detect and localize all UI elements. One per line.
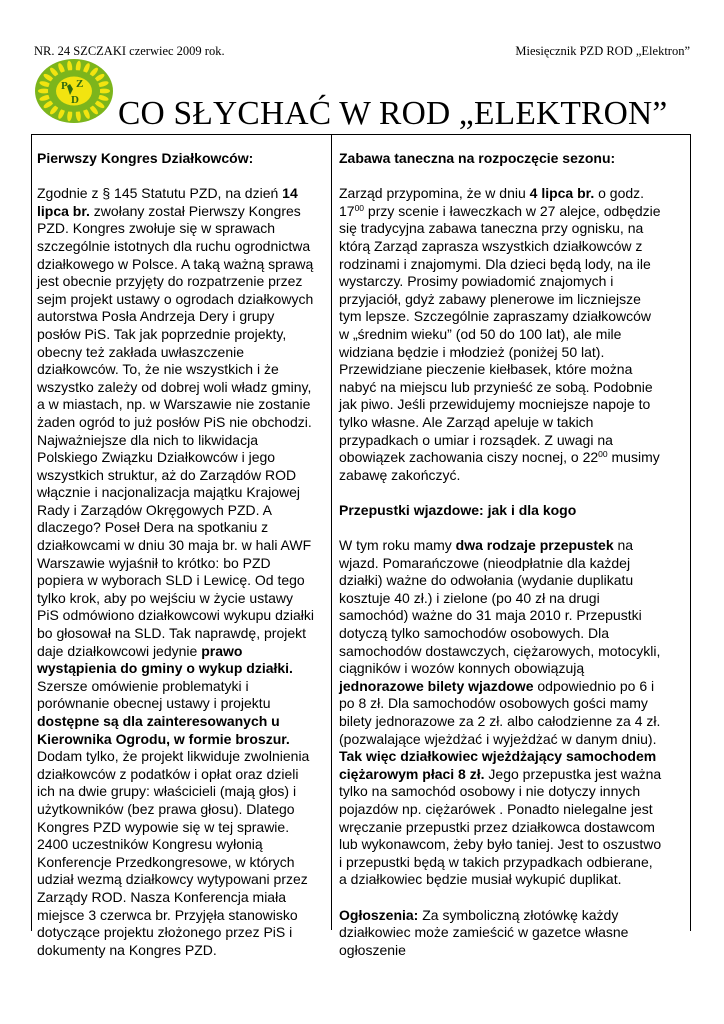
text-segment: obecny też zakłada uwłaszczenie: [37, 343, 245, 360]
text-line: [339, 361, 685, 379]
text-segment: 00: [354, 202, 365, 213]
text-segment: Przewidziane pieczenie kiełbasek, które można: [339, 361, 633, 378]
text-line: [339, 555, 685, 573]
text-line: [37, 308, 325, 326]
article-heading-kongres: Pierwszy Kongres Działkowców:: [37, 150, 254, 166]
text-line: [37, 396, 325, 414]
text-segment: działkowców. To, że nie wszystkich i że: [37, 361, 279, 378]
text-line: [339, 256, 685, 274]
text-segment: dostępne są dla zainteresowanych u: [37, 713, 280, 729]
article-heading-przepustki: Przepustki wjazdowe: jak i dla kogo: [339, 501, 577, 518]
text-segment: Zarządy ROD. Nasza Konferencja miała: [37, 888, 286, 905]
text-segment: ogłoszenie: [339, 941, 406, 958]
text-segment: tylko własne. Ale Zarząd apeluje w takich: [339, 413, 594, 430]
text-segment: o godz.: [594, 185, 645, 202]
text-line: [339, 590, 685, 608]
text-segment: którą Zarząd zaprasza wszystkich działkowców z: [339, 237, 643, 254]
text-segment: Jego przepustka jest ważna: [484, 765, 662, 782]
text-line: [339, 414, 685, 432]
text-segment: Zarząd przypomina, że w dniu: [339, 185, 530, 202]
article-body-kongres: [37, 185, 325, 959]
text-line: [339, 432, 685, 450]
text-line: [339, 203, 685, 221]
text-line: [37, 273, 325, 291]
text-line: [37, 185, 325, 203]
text-line: [339, 836, 685, 854]
text-line: [339, 942, 685, 960]
text-segment: lipca br.: [37, 202, 90, 219]
text-line: [37, 889, 325, 907]
text-segment: działkowiec może zamieścić w gazetce własne: [339, 924, 629, 941]
svg-text:Z: Z: [76, 78, 84, 90]
text-line: [339, 238, 685, 256]
text-segment: się tradycyjna zabawa taneczna przy ognisku, na: [339, 220, 644, 237]
text-segment: przypadkach o umiar i rozsądek. Z uwagi na: [339, 431, 613, 448]
text-segment: działki) ważne do odwołania (wydanie duplikatu: [339, 572, 634, 589]
text-segment: w „średnim wieku” (od 50 do 100 lat), ale mile: [339, 325, 622, 342]
text-line: [339, 449, 685, 467]
text-segment: działkowcami w dniu 30 maja br. w hali AWF: [37, 537, 312, 554]
text-line: [37, 836, 325, 854]
text-segment: 4 lipca br.: [529, 185, 595, 202]
text-line: [339, 871, 685, 889]
text-segment: jednorazowe bilety wjazdowe: [339, 677, 534, 694]
text-line: [37, 537, 325, 555]
text-line: [37, 801, 325, 819]
text-segment: dotyczące projektu złożonego przez PiS i: [37, 924, 293, 941]
text-segment: musimy: [607, 449, 660, 466]
text-line: [339, 185, 685, 203]
text-line: [339, 783, 685, 801]
text-line: [339, 660, 685, 678]
text-line: [339, 766, 685, 784]
text-segment: dlaczego? Poseł Dera na spotkaniu z: [37, 519, 269, 536]
text-segment: (pozwalające wjeżdżać i wyjeżdżać w danym dniu).: [339, 730, 657, 747]
text-segment: wszystkich struktur, aż do Zarządów ROD: [37, 466, 297, 483]
text-line: [37, 942, 325, 960]
text-line: [339, 607, 685, 625]
text-line: [37, 379, 325, 397]
text-segment: ich na dwie grupy: właścicieli (mają głos) i: [37, 783, 297, 800]
text-line: [37, 731, 325, 749]
svg-text:P: P: [61, 80, 68, 92]
text-segment: Tak więc działkowiec wjeżdżający samochodem: [339, 748, 657, 765]
right-column: [339, 150, 685, 959]
text-segment: Polskiego Związku Działkowców i jego: [37, 449, 276, 466]
text-line: [37, 871, 325, 889]
text-line: [339, 396, 685, 414]
text-segment: samochodów dostawczych, ciężarowych, motocykli,: [339, 642, 661, 659]
text-line: [339, 801, 685, 819]
text-line: [37, 924, 325, 942]
text-segment: Kongres PZD wypowie się w tej sprawie.: [37, 818, 290, 835]
text-segment: wjazd. Pomarańczowe (nieodpłatnie dla każdej: [339, 554, 631, 571]
text-segment: Warszawie wyjaśnił to krótko: bo PZD: [37, 554, 271, 571]
text-line: [37, 361, 325, 379]
text-segment: wręczanie przepustki przez działkowca dostawcom: [339, 818, 655, 835]
text-line: [339, 379, 685, 397]
text-segment: 17: [339, 202, 355, 219]
text-segment: Konferencje Przedkongresowe, w których: [37, 853, 295, 870]
text-segment: pojazdów np. ciężarówek . Ponadto nielegalne jest: [339, 800, 653, 817]
text-segment: bo głosował na SLD. Tak naprawdę, projekt: [37, 625, 307, 642]
text-line: [37, 572, 325, 590]
text-line: [37, 256, 325, 274]
text-segment: zwołany został Pierwszy Kongres: [89, 202, 301, 219]
text-line: [339, 924, 685, 942]
text-segment: PZD. Kongres zwołuje się w sprawach: [37, 220, 276, 237]
text-segment: żaden ogród to już posłów PiS nie obchodzi.: [37, 413, 312, 430]
text-segment: Dodam tylko, że projekt likwiduje zwolnienia: [37, 748, 310, 765]
text-line: [339, 678, 685, 696]
text-segment: a w miastach, np. w Warszawie nie zostanie: [37, 396, 311, 413]
text-line: [339, 748, 685, 766]
text-line: [339, 731, 685, 749]
text-line: [37, 484, 325, 502]
text-line: [37, 713, 325, 731]
text-segment: jest obecnie przyjęty do rozpatrzenie przez: [37, 273, 303, 290]
text-segment: obowiązek zachowania ciszy nocnej, o 22: [339, 449, 599, 466]
text-segment: działkowców z podatków i opłat oraz dzieli: [37, 765, 299, 782]
text-line: [339, 273, 685, 291]
text-line: [339, 643, 685, 661]
text-line: [37, 414, 325, 432]
text-segment: na: [613, 537, 634, 554]
text-segment: wszystko zależy od dobrej woli władz gminy,: [37, 378, 312, 395]
text-line: [37, 907, 325, 925]
text-segment: samochód) ważne do 31 maja 2010 r. Przepustki: [339, 607, 642, 624]
text-line: [37, 783, 325, 801]
text-segment: 2400 uczestników Kongresu wyłonią: [37, 836, 263, 853]
text-segment: i przepustki będą w takich przypadkach odbierane,: [339, 853, 653, 870]
text-line: [37, 625, 325, 643]
text-segment: tylko na samochód osobowy i nie dotyczy innych: [339, 783, 641, 800]
text-line: [37, 748, 325, 766]
text-segment: popiera w wyborach SLD i Lewicę. Od tego: [37, 572, 305, 589]
text-segment: miejsce 3 czerwca br. Przyjęła stanowisko: [37, 906, 298, 923]
text-line: [37, 695, 325, 713]
text-line: [339, 537, 685, 555]
text-line: [37, 326, 325, 344]
text-segment: nabyć na miejscu lub przynieść ze sobą. Podobnie: [339, 378, 653, 395]
text-line: [37, 660, 325, 678]
text-line: [339, 291, 685, 309]
text-segment: PiS odmówiono działkowcowi wykupu działki: [37, 607, 315, 624]
text-line: [339, 467, 685, 485]
article-heading-zabawa: Zabawa taneczna na rozpoczęcie sezonu:: [339, 150, 616, 166]
text-line: [339, 220, 685, 238]
text-line: [339, 344, 685, 362]
text-line: [37, 291, 325, 309]
text-segment: 14: [282, 185, 298, 202]
text-segment: daje działkowcowi jedynie: [37, 642, 202, 659]
text-line: [37, 220, 325, 238]
text-segment: autorstwa Posła Andrzeja Dery i grupy: [37, 308, 275, 325]
text-segment: Rady i Zarządów Okręgowych PZD. A: [37, 501, 272, 518]
text-segment: widziana będzie i młodzież (poniżej 50 lat).: [339, 343, 605, 360]
text-line: [339, 819, 685, 837]
text-segment: wystąpienia do gminy o wykup działki.: [37, 660, 293, 677]
text-segment: Zgodnie z § 145 Statutu PZD, na dzień: [37, 185, 283, 202]
publication-name: Miesięcznik PZD ROD „Elektron”: [515, 44, 690, 58]
text-line: [339, 625, 685, 643]
page-title: CO SŁYCHAĆ W ROD „ELEKTRON”: [118, 95, 668, 132]
text-segment: włącznie i nacjonalizacja majątku Krajowej: [37, 484, 301, 501]
issue-info: NR. 24 SZCZAKI czerwiec 2009 rok.: [34, 44, 225, 58]
text-segment: zabawę zakończyć.: [339, 466, 461, 483]
text-segment: dotyczą tylko samochodów osobowych. Dla: [339, 625, 610, 642]
left-column: [37, 150, 325, 959]
text-segment: tym lepsze. Szczególnie zapraszamy działkowców: [339, 308, 652, 325]
text-line: [37, 819, 325, 837]
text-segment: przyjaciół, gdyż zabawy plenerowe im liczniejsze: [339, 290, 641, 307]
text-line: [37, 203, 325, 221]
text-line: [339, 326, 685, 344]
text-line: [339, 854, 685, 872]
text-segment: jak piwo. Jeśli przewidujemy mocniejsze napoje to: [339, 396, 651, 413]
text-segment: ciężarowym płaci 8 zł.: [339, 765, 485, 782]
text-line: [37, 502, 325, 520]
text-segment: po 8 zł. Dla samochodów osobowych gości mamy: [339, 695, 648, 712]
text-segment: bilety jednorazowe za 2 zł. albo całodzienne za 4 zł.: [339, 713, 661, 729]
text-line: [339, 713, 685, 731]
text-segment: lub wykonawcom, żeby było taniej. Jest to oszustwo: [339, 836, 662, 853]
text-line: [37, 519, 325, 537]
text-segment: Najważniejsze dla nich to likwidacja: [37, 431, 258, 448]
text-segment: 00: [598, 449, 608, 460]
text-segment: rodzinami i znajomymi. Dla dzieci będą lody, na ile: [339, 255, 651, 272]
text-segment: szczególnie istotnych dla ruchu ogrodnictwa: [37, 237, 311, 254]
text-line: [37, 854, 325, 872]
text-segment: kosztuje 40 zł.) i zielone (po 40 zł na drugi: [339, 589, 600, 606]
text-segment: odpowiednio po 6 i: [533, 677, 655, 694]
text-line: [37, 555, 325, 573]
svg-text:D: D: [71, 94, 79, 106]
text-segment: Szersze omówienie problematyki i: [37, 677, 249, 694]
text-line: [37, 449, 325, 467]
text-segment: Ogłoszenia:: [339, 906, 419, 923]
text-line: [339, 308, 685, 326]
column-divider: [331, 134, 332, 930]
text-line: [37, 344, 325, 362]
text-line: [37, 432, 325, 450]
text-segment: W tym roku mamy: [339, 537, 456, 554]
text-line: [37, 766, 325, 784]
text-segment: prawo: [201, 642, 243, 659]
text-segment: Za symboliczną złotówkę każdy: [418, 906, 619, 923]
text-segment: dwa rodzaje przepustek: [455, 537, 614, 554]
text-line: [37, 607, 325, 625]
text-segment: ciągników i wozów konnych obowiązują: [339, 660, 585, 677]
text-line: [37, 678, 325, 696]
text-line: [37, 590, 325, 608]
text-segment: dokumenty na Kongres PZD.: [37, 941, 217, 958]
text-segment: udział wezmą działkowcy wytypowani przez: [37, 871, 308, 888]
text-segment: a działkowiec będzie musiał wykupić duplikat.: [339, 871, 622, 888]
text-line: [37, 643, 325, 661]
logo-sunburst: [35, 59, 113, 123]
text-segment: użytkowników (bez prawa głosu). Dlatego: [37, 800, 295, 817]
article-body-zabawa: [339, 185, 685, 484]
pzd-logo: [34, 58, 114, 124]
article-body-przepustki: [339, 537, 685, 889]
text-segment: działkowego w Polsce. A taką ważną sprawą: [37, 255, 314, 272]
text-segment: tylko krok, aby po wejściu w życie ustawy: [37, 589, 293, 606]
text-segment: sejm projekt ustawy o ogrodach działkowych: [37, 290, 314, 307]
text-segment: Kierownika Ogrodu, w formie broszur.: [37, 730, 290, 747]
text-segment: wystarczy. Prosimy powiadomić znajomych i: [339, 273, 614, 290]
text-segment: przy scenie i ławeczkach w 27 alejce, odbędzie: [364, 202, 661, 219]
text-line: [37, 467, 325, 485]
text-segment: posłów PiS. Tak jak poprzednie projekty,: [37, 325, 287, 342]
article-body-ogloszenia: [339, 907, 685, 960]
text-line: [37, 238, 325, 256]
text-line: [339, 695, 685, 713]
text-line: [339, 572, 685, 590]
text-segment: porównanie obecnej ustawy i projektu: [37, 695, 271, 712]
text-line: [339, 907, 685, 925]
